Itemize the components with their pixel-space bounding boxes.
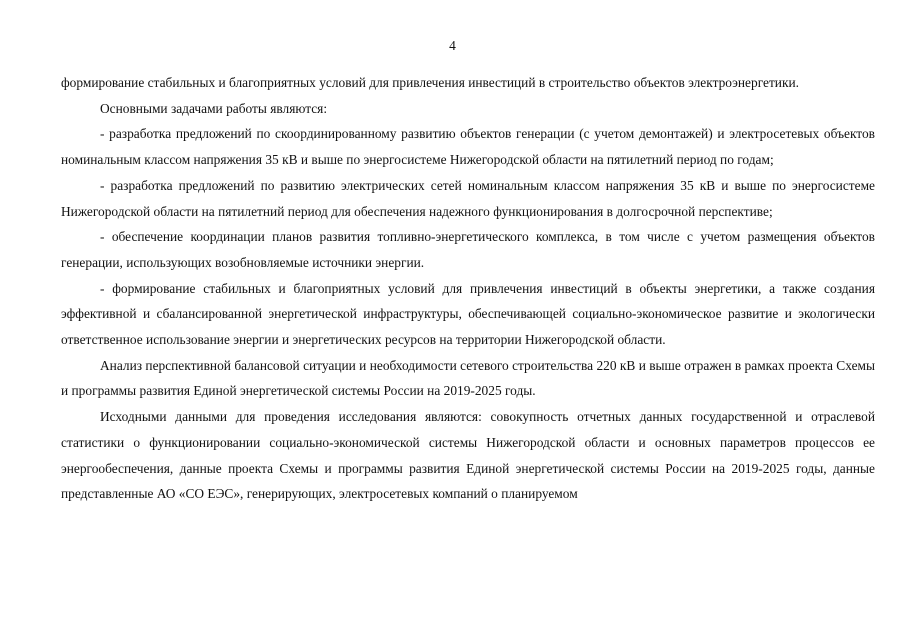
paragraph-balance-analysis: Анализ перспективной балансовой ситуации и необходимости сетевого строительства 220 кВ и выше отражен в рамках проекта Схемы и программы развития Единой энергетической системы России на 2019-2025 годы. (61, 357, 875, 399)
paragraph-task-networks: - разработка предложений по развитию электрических сетей номинальным классом напряжения 35 кВ и выше по энергосистеме Нижегородской области на пятилетний период для обеспечения надежного функционирования в долгосрочной перспективе; (61, 177, 875, 219)
paragraph-tasks-intro: Основными задачами работы являются: (100, 100, 328, 116)
document-body (61, 70, 875, 507)
paragraph-continuation: формирование стабильных и благоприятных условий для привлечения инвестиций в строительство объектов электроэнергетики. (61, 75, 799, 90)
paragraph-source-data: Исходными данными для проведения исследования являются: совокупность отчетных данных государственной и отраслевой статистики о функционировании социально-экономической системы Нижегородской области и основных параметров процессов ее энергообеспечения, данные проекта Схемы и программы развития Единой энергетической системы России на 2019-2025 годы, данные представленные АО «СО ЕЭС», генерирующих, электросетевых компаний о планируемом (61, 409, 875, 502)
paragraph-task-coordination: - обеспечение координации планов развития топливно-энергетического комплекса, в том числе с учетом размещения объектов генерации, использующих возобновляемые источники энергии. (61, 229, 875, 270)
paragraph-task-investment: - формирование стабильных и благоприятных условий для привлечения инвестиций в объекты энергетики, а также создания эффективной и сбалансированной энергетической инфраструктуры, обеспечивающей социально-экономическое развитие и экологически ответственное использование энергии и энергетических ресурсов на территории Нижегородской области. (61, 280, 875, 348)
page-number: 4 (449, 38, 456, 53)
paragraph-task-generation: - разработка предложений по скоординированному развитию объектов генерации (с учетом демонтажей) и электросетевых объектов номинальным классом напряжения 35 кВ и выше по энергосистеме Нижегородской области на пятилетний период по годам; (61, 126, 875, 168)
